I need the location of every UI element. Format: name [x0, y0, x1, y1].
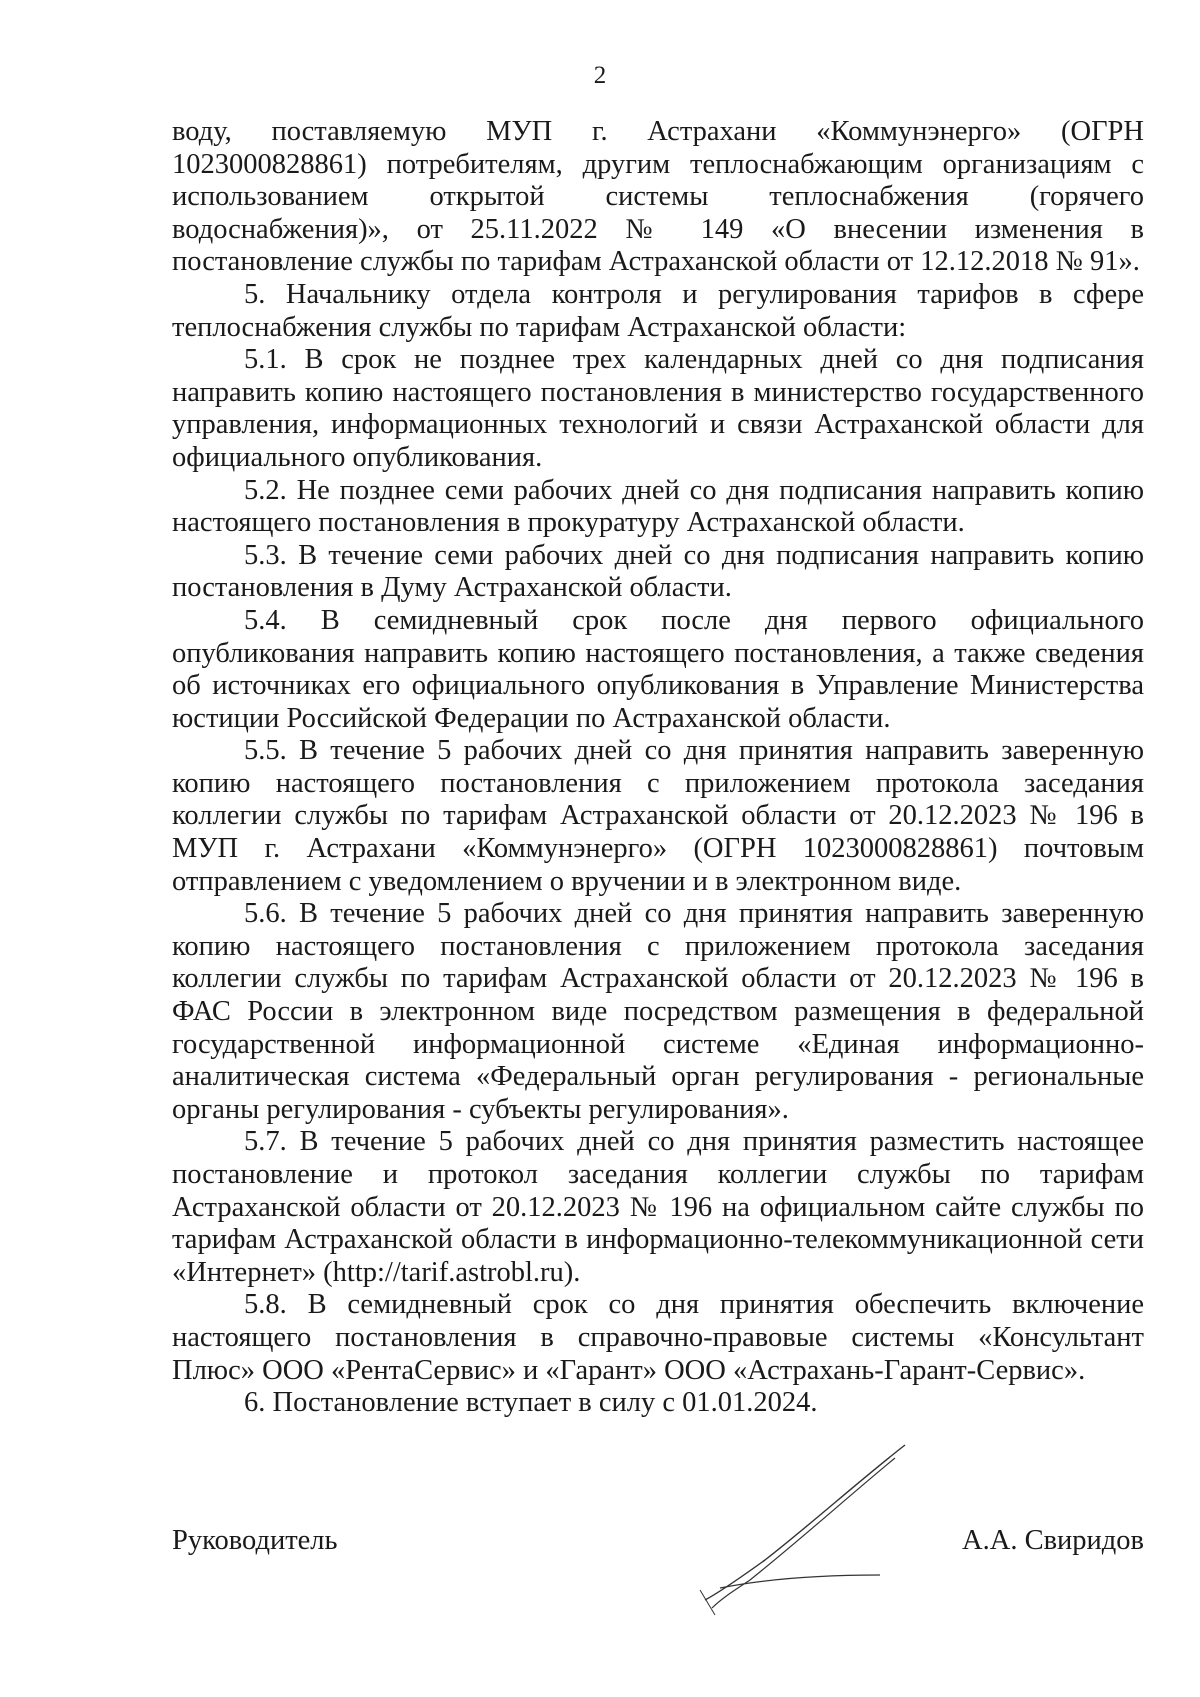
paragraph-5-6: 5.6. В течение 5 рабочих дней со дня принятия направить заверенную копию настоящего постановления с приложением протокола заседания коллегии службы по тарифам Астраханской области от 20.12.2023 № 196 в ФАС России в электронном виде посредством размещения в федеральной государственной информационной системе «Единая информационно-аналитическая система «Федеральный орган регулирования - региональные органы регулирования - субъекты регулирования».: [172, 898, 1144, 1125]
paragraph-5-4: 5.4. В семидневный срок после дня первого официального опубликования направить копию настоящего постановления, а также сведения об источниках его официального опубликования в Управление Министерства юстиции Российской Федерации по Астраханской области.: [172, 604, 1144, 734]
paragraph-5: 5. Начальнику отдела контроля и регулирования тарифов в сфере теплоснабжения службы по тарифам Астраханской области:: [172, 278, 1144, 343]
paragraph-5-3: 5.3. В течение семи рабочих дней со дня подписания направить копию постановления в Думу Астраханской области.: [172, 539, 1144, 604]
paragraph-5-5: 5.5. В течение 5 рабочих дней со дня принятия направить заверенную копию настоящего постановления с приложением протокола заседания коллегии службы по тарифам Астраханской области от 20.12.2023 № 196 в МУП г. Астрахани «Коммунэнерго» (ОГРН 1023000828861) почтовым отправлением с уведомлением о вручении и в электронном виде.: [172, 735, 1144, 897]
document-body: [172, 116, 1144, 1420]
paragraph-6: 6. Постановление вступает в силу с 01.01.2024.: [244, 1387, 818, 1419]
paragraph-5-1: 5.1. В срок не позднее трех календарных дней со дня подписания направить копию настоящего постановления в министерство государственного управления, информационных технологий и связи Астраханской области для официального опубликования.: [172, 344, 1144, 473]
signature-block: [172, 1525, 1144, 1565]
paragraph-5-2: 5.2. Не позднее семи рабочих дней со дня подписания направить копию настоящего постановления в прокуратуру Астраханской области.: [172, 474, 1144, 539]
paragraph-5-8: 5.8. В семидневный срок со дня принятия обеспечить включение настоящего постановления в справочно-правовые системы «Консультант Плюс» ООО «РентаСервис» и «Гарант» ООО «Астрахань-Гарант-Сервис».: [172, 1289, 1144, 1386]
page-number: 2: [593, 62, 607, 89]
paragraph-continuation: воду, поставляемую МУП г. Астрахани «Коммунэнерго» (ОГРН 1023000828861) потребителям, другим теплоснабжающим организациям с использованием открытой системы теплоснабжения (горячего водоснабжения)», от 25.11.2022 № 149 «О внесении изменения в постановление службы по тарифам Астраханской области от 12.12.2018 № 91».: [172, 116, 1144, 278]
paragraph-5-7: 5.7. В течение 5 рабочих дней со дня принятия разместить настоящее постановление и протокол заседания коллегии службы по тарифам Астраханской области от 20.12.2023 № 196 на официальном сайте службы по тарифам Астраханской области в информационно-телекоммуникационной сети «Интернет» (http://tarif.astrobl.ru).: [172, 1126, 1144, 1288]
signatory-name: А.А. Свиридов: [962, 1525, 1144, 1556]
signatory-role: Руководитель: [172, 1525, 338, 1556]
